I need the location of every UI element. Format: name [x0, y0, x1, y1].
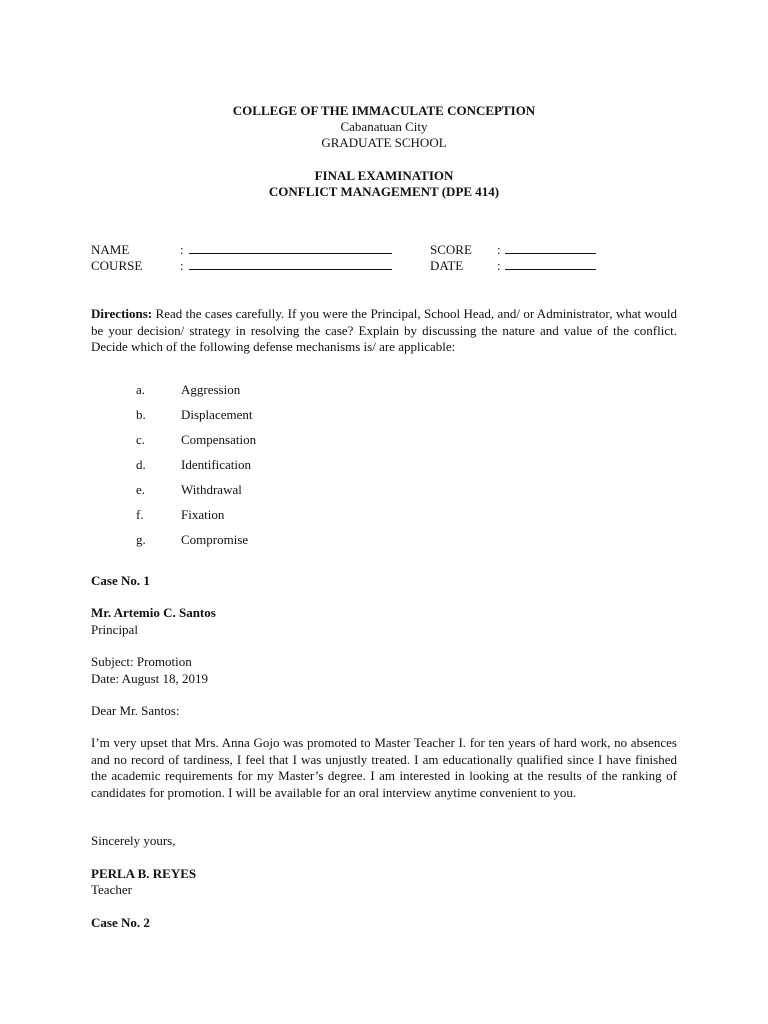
date-label: DATE — [430, 258, 464, 273]
option-letter: g. — [136, 532, 146, 547]
option-label: Compromise — [181, 532, 249, 547]
option-label: Compensation — [181, 432, 257, 447]
case-2-heading: Case No. 2 — [91, 915, 150, 930]
college-name: COLLEGE OF THE IMMACULATE CONCEPTION — [232, 103, 536, 118]
name-colon: : — [180, 242, 184, 257]
case-1-heading: Case No. 1 — [91, 573, 150, 588]
letter-subject: Subject: Promotion — [91, 654, 192, 669]
option-letter: d. — [136, 457, 146, 472]
city: Cabanatuan City — [340, 119, 428, 134]
name-field[interactable] — [189, 242, 392, 258]
option-label: Aggression — [181, 382, 241, 397]
letter-salutation: Dear Mr. Santos: — [91, 703, 180, 718]
option-label: Fixation — [181, 507, 225, 522]
name-label: NAME — [91, 242, 130, 257]
option-label: Identification — [181, 457, 252, 472]
option-letter: e. — [136, 482, 146, 497]
directions-label: Directions: — [91, 306, 153, 321]
letter-body: I’m very upset that Mrs. Anna Gojo was promoted to Master Teacher I. for ten years of hard work, no absences and no record of tardiness, I feel that I was unjustly treated. I am educationally qualified since I have finished the academic requirements for my Master’s degree. I am interested in looking at the results of the ranking of candidates for promotion. I will be available for an oral interview anytime convenient to you. — [91, 735, 677, 800]
course-colon: : — [180, 258, 184, 273]
option-letter: f. — [136, 507, 144, 522]
school-name: GRADUATE SCHOOL — [321, 135, 447, 150]
date-colon: : — [497, 258, 501, 273]
option-letter: b. — [136, 407, 146, 422]
recipient-title: Principal — [91, 622, 138, 637]
option-label: Displacement — [181, 407, 253, 422]
sender-name: PERLA B. REYES — [91, 866, 197, 881]
score-colon: : — [497, 242, 501, 257]
score-label: SCORE — [430, 242, 472, 257]
directions-text: Read the cases carefully. If you were the Principal, School Head, and/ or Administrator, what would be your decision/ strategy in resolving the case? Explain by discussing the nature and value of the conflict. Decide which of the following defense mechanisms is/ are applicable: — [91, 306, 677, 354]
directions-paragraph — [91, 306, 677, 356]
exam-title: FINAL EXAMINATION — [314, 168, 454, 183]
option-letter: c. — [136, 432, 146, 447]
sender-title: Teacher — [91, 882, 132, 897]
course-label: COURSE — [91, 258, 143, 273]
option-letter: a. — [136, 382, 146, 397]
course-title: CONFLICT MANAGEMENT (DPE 414) — [268, 184, 500, 199]
recipient-name: Mr. Artemio C. Santos — [91, 605, 216, 620]
option-label: Withdrawal — [181, 482, 242, 497]
letter-closing: Sincerely yours, — [91, 833, 176, 848]
course-field[interactable] — [189, 258, 392, 274]
letter-date: Date: August 18, 2019 — [91, 671, 208, 686]
score-field[interactable] — [505, 242, 596, 258]
date-field[interactable] — [505, 258, 596, 274]
